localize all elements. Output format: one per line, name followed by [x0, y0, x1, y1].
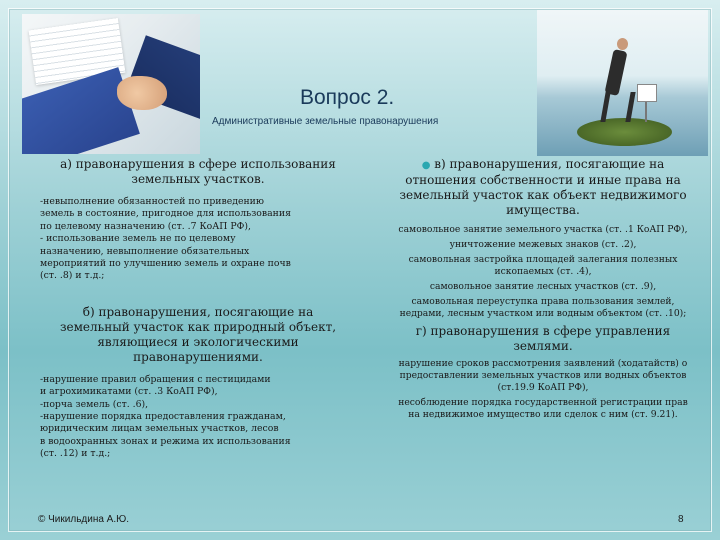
section-b-line: в водоохранных зонах и режима их использования — [40, 435, 291, 447]
island-graphic — [577, 118, 672, 146]
section-b-line: юридическим лицам земельных участков, лесов — [40, 423, 279, 435]
handshake-photo — [22, 14, 200, 154]
sign-pole-graphic — [645, 100, 647, 122]
section-v-heading — [398, 157, 688, 218]
man-legs-graphic — [600, 92, 635, 122]
list-item: самовольное занятие земельного участка (ст. .1 КоАП РФ), — [398, 224, 688, 235]
list-item: нарушение сроков рассмотрения заявлений (ходатайств) о предоставлении земельных участков или водных объектов (ст.19.9 КоАП РФ), — [398, 358, 688, 393]
list-item: самовольная переуступка права пользования землей, недрами, лесным участком или водным объектом (ст. .10); — [399, 296, 687, 319]
section-v-heading-text: в) правонарушения, посягающие на отношения собственности и иные права на земельный участок как объект недвижимого имущества. — [399, 157, 687, 217]
section-b-heading: б) правонарушения, посягающие на земельный участок как природный объект, являющиеся и экологическими правонарушениями. — [59, 304, 337, 364]
section-a-line: по целевому назначению (ст. .7 КоАП РФ), — [40, 220, 251, 232]
slide-title: Вопрос 2. — [300, 86, 395, 109]
list-item: уничтожение межевых знаков (ст. .2), — [449, 239, 637, 250]
section-b-body — [40, 374, 356, 461]
man-body-graphic — [604, 49, 627, 96]
section-v-list — [398, 224, 688, 320]
list-item: самовольная застройка площадей залегания полезных ископаемых (ст. .4), — [408, 254, 678, 277]
section-a-line: - использование земель не по целевому — [40, 233, 236, 245]
sign-graphic — [637, 84, 657, 102]
section-a-heading: а) правонарушения в сфере использования земельных участков. — [60, 157, 336, 186]
slide-subtitle: Административные земельные правонарушения — [212, 116, 439, 127]
island-man-photo — [537, 10, 708, 156]
list-item: самовольное занятие лесных участков (ст. .9), — [429, 281, 657, 292]
section-a-line: земель в состояние, пригодное для использования — [40, 208, 291, 220]
man-head-graphic — [617, 38, 628, 50]
left-column — [40, 157, 356, 461]
section-b-line: -нарушение порядка предоставления гражданам, — [40, 411, 286, 423]
section-a-body — [40, 196, 356, 283]
section-b-line: и агрохимикатами (ст. .3 КоАП РФ), — [40, 386, 218, 398]
section-a-line: мероприятий по улучшению земель и охране почв — [40, 258, 291, 270]
section-a-line: назначению, невыполнение обязательных — [40, 245, 250, 257]
section-b-line: -порча земель (ст. .6), — [40, 398, 149, 410]
page-number: 8 — [678, 514, 684, 525]
section-g-list — [398, 358, 688, 421]
footer-author: © Чикильдина А.Ю. — [38, 514, 130, 525]
section-g-heading: г) правонарушения в сфере управления землями. — [415, 324, 671, 353]
hands-graphic — [117, 76, 167, 110]
list-item: несоблюдение порядка государственной регистрации прав на недвижимое имущество или сделок с ним (ст. 9.21). — [398, 397, 688, 420]
section-b-line: (ст. .12) и т.д.; — [40, 448, 111, 460]
bullet-icon: ● — [421, 160, 431, 171]
section-a-line: -невыполнение обязанностей по приведению — [40, 196, 264, 207]
section-b-line: -нарушение правил обращения с пестицидами — [40, 373, 271, 385]
section-a-line: (ст. .8) и т.д.; — [40, 270, 105, 282]
right-column — [398, 157, 688, 421]
